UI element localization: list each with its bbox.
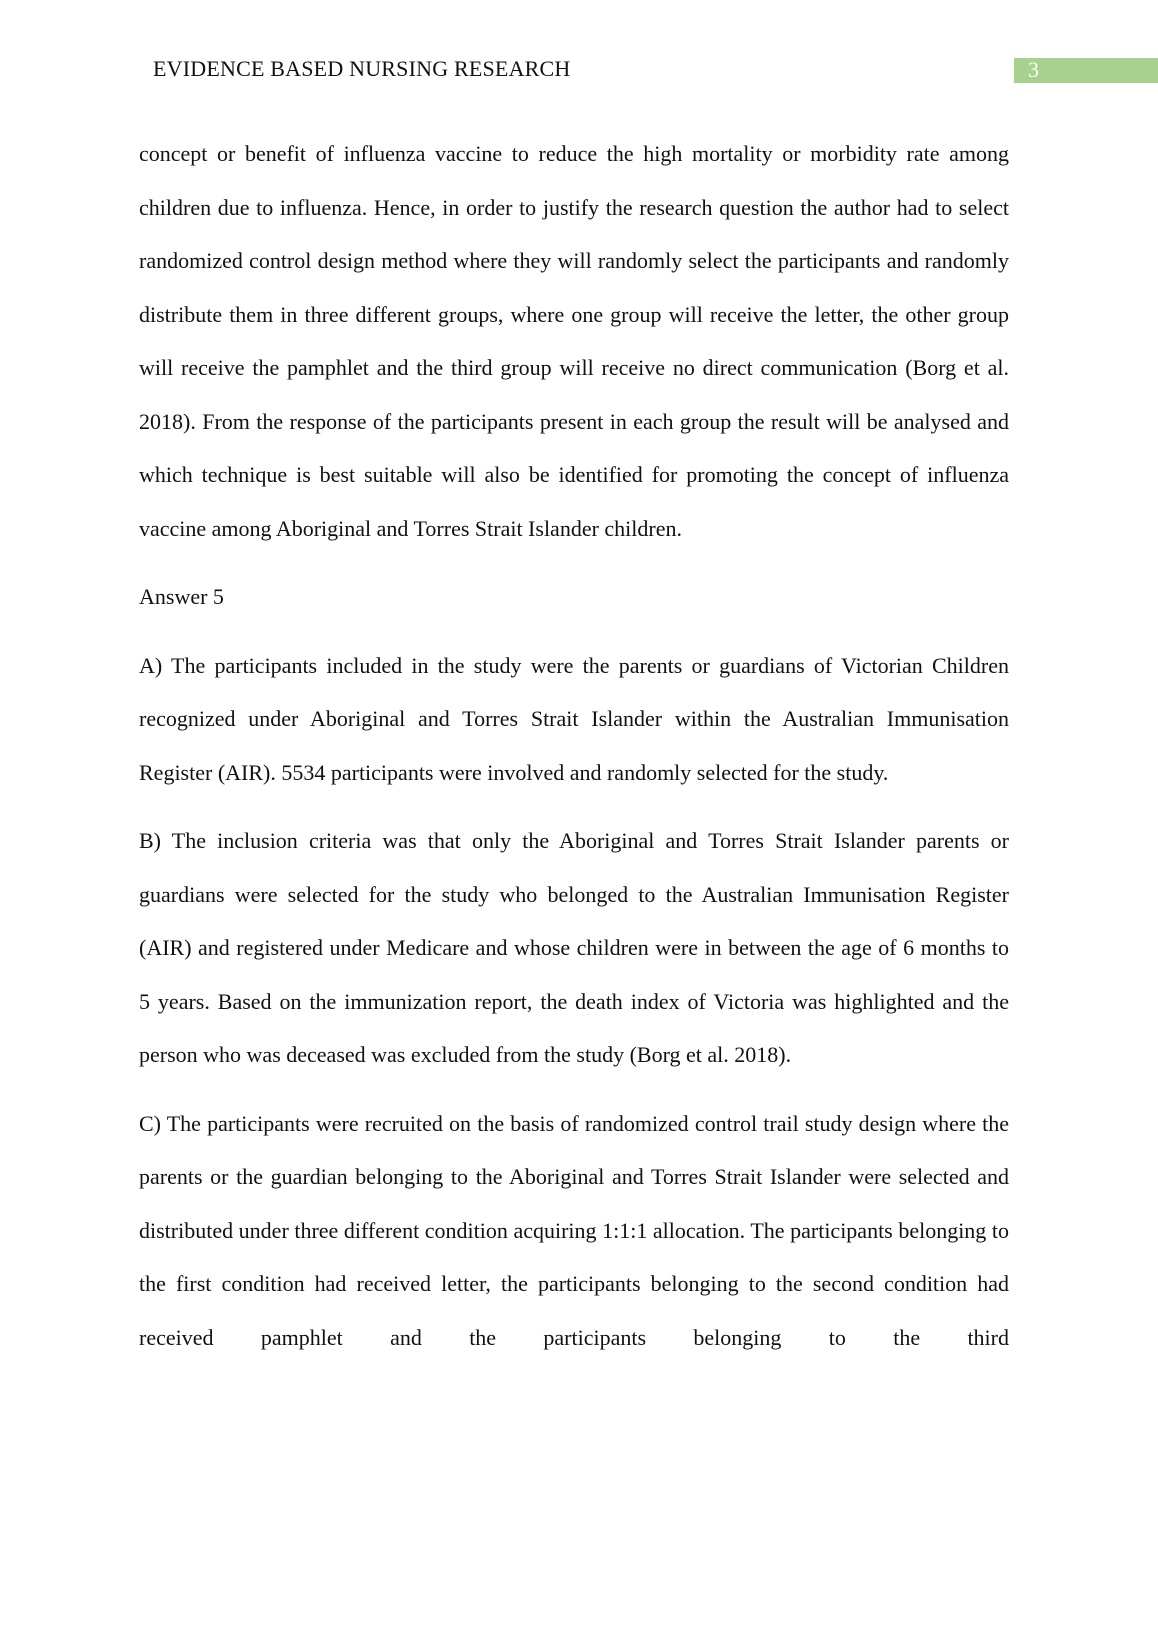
intro-paragraph: concept or benefit of influenza vaccine to reduce the high mortality or morbidity rate among children due to influenza. Hence, in order to justify the research question the author had to select randomized control design method where they will randomly select the participants and randomly distribute them in three different groups, where one group will receive the letter, the other group will receive the pamphlet and the third group will receive no direct communication (Borg et al. 2018). From the response of the participants present in each group the result will be analysed and which technique is best suitable will also be identified for promoting the concept of influenza vaccine among Aboriginal and Torres Strait Islander children.	[139, 141, 1009, 541]
answer-c-paragraph: C) The participants were recruited on the basis of randomized control trail study design where the parents or the guardian belonging to the Aboriginal and Torres Strait Islander were selected and distributed under three different condition acquiring 1:1:1 allocation. The participants belonging to the first condition had received letter, the participants belonging to the second condition had received pamphlet and the participants belonging to the third	[139, 1110, 1009, 1350]
page-number: 3	[1028, 57, 1039, 82]
answer-heading: Answer 5	[139, 584, 224, 609]
running-header: EVIDENCE BASED NURSING RESEARCH	[153, 56, 571, 81]
answer-a-paragraph: A) The participants included in the study were the parents or guardians of Victorian Children recognized under Aboriginal and Torres Strait Islander within the Australian Immunisation Register (AIR). 5534 participants were involved and randomly selected for the study.	[139, 652, 1009, 785]
page-number-badge	[1014, 58, 1158, 83]
document-body	[139, 127, 1009, 1364]
answer-b-paragraph: B) The inclusion criteria was that only the Aboriginal and Torres Strait Islander parents or guardians were selected for the study who belonged to the Australian Immunisation Register (AIR) and registered under Medicare and whose children were in between the age of 6 months to 5 years. Based on the immunization report, the death index of Victoria was highlighted and the person who was deceased was excluded from the study (Borg et al. 2018).	[139, 828, 1009, 1067]
